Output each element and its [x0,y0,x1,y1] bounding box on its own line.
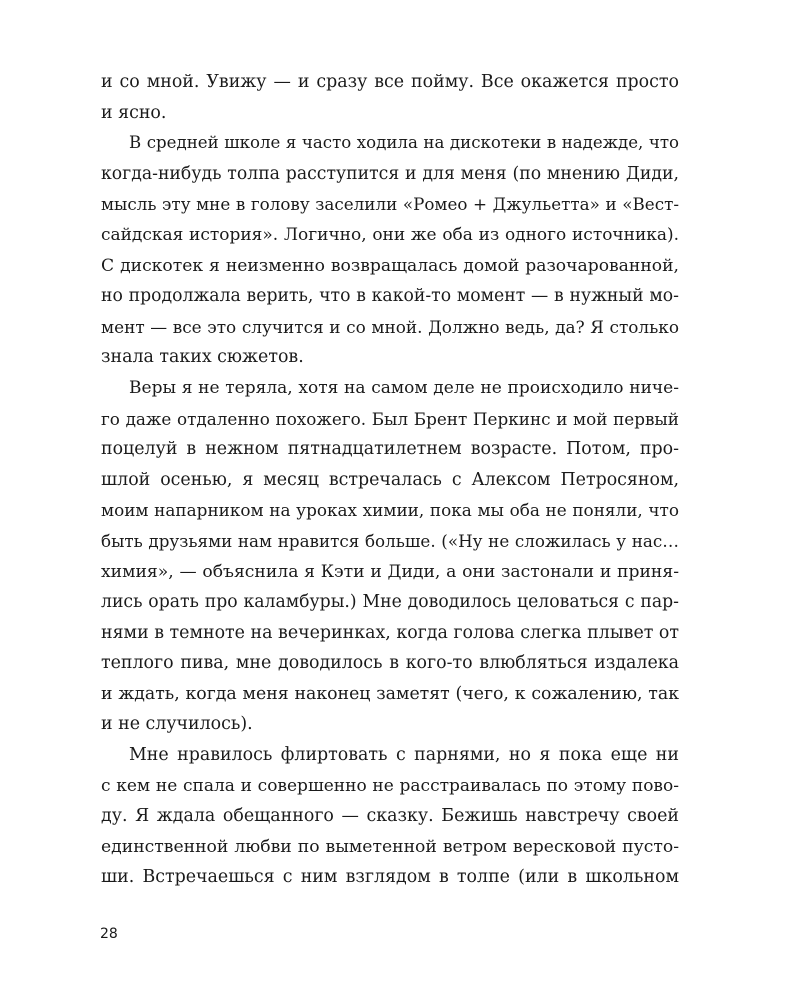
text-line: с кем не спала и совершенно не расстраивалась по этому пово- [101,775,679,796]
text-line: лись орать про каламбуры.) Мне доводилось целоваться с пар- [101,592,679,613]
text-line: С дискотек я неизменно возвращалась домой разочарованной, [101,255,679,276]
text-line: и ждать, когда меня наконец заметят (чего, к сожалению, так [101,683,679,704]
text-line: и не случилось). [101,714,253,735]
text-line: В средней школе я часто ходила на дискотеки в надежде, что [129,133,679,153]
page-number: 28 [100,926,118,942]
text-line: единственной любви по выметенной ветром вересковой пусто- [101,836,679,857]
text-line: моим напарником на уроках химии, пока мы оба не поняли, что [101,500,679,521]
text-line: быть друзьями нам нравится больше. («Ну не сложилась у нас… [101,530,679,551]
text-line: поцелуй в нежном пятнадцатилетнем возрасте. Потом, про- [101,439,679,460]
text-line: теплого пива, мне доводилось в кого-то влюбляться издалека [101,653,679,674]
text-line: Веры я не теряла, хотя на самом деле не происходило ниче- [129,377,679,398]
text-line: ду. Я ждала обещанного — сказку. Бежишь навстречу своей [101,806,679,827]
text-line: нями в темноте на вечеринках, когда голова слегка плывет от [101,622,679,643]
text-line: сайдская история». Логично, они же оба из одного источника). [101,224,679,245]
text-line: когда-нибудь толпа расступится и для меня (по мнению Диди, [101,163,679,184]
text-line: шлой осенью, я месяц встречалась с Алексом Петросяном, [101,469,679,490]
text-line: ши. Встречаешься с ним взглядом в толпе (или в школьном [101,867,679,888]
text-line: мысль эту мне в голову заселили «Ромео + Джульетта» и «Вест- [101,194,679,215]
body-text [101,67,679,893]
text-line: химия», — объяснила я Кэти и Диди, а они застонали и приня- [101,561,679,582]
text-line: и со мной. Увижу — и сразу все пойму. Все окажется просто [101,72,679,92]
text-line: го даже отдаленно похожего. Был Брент Перкинс и мой первый [101,408,679,429]
text-line: но продолжала верить, что в какой-то момент — в нужный мо- [101,286,679,307]
text-line: знала таких сюжетов. [101,347,304,368]
text-line: мент — все это случится и со мной. Должно ведь, да? Я столько [101,316,679,337]
text-line: Мне нравилось флиртовать с парнями, но я пока еще ни [129,745,679,766]
text-line: и ясно. [101,102,167,123]
